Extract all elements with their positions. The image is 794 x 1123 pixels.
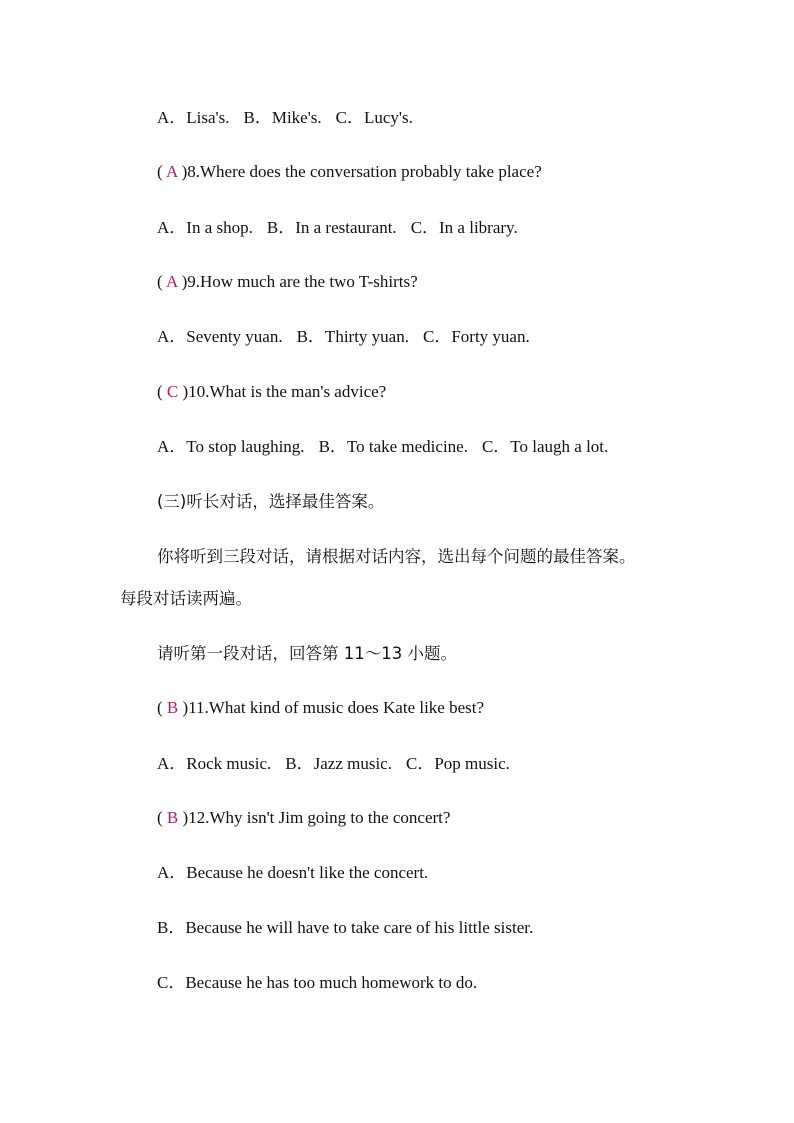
option-c: C．To laugh a lot. (481, 437, 609, 456)
question-10 (157, 381, 386, 403)
question-9 (157, 271, 418, 293)
option-a: A．In a shop. (157, 218, 253, 237)
paren-close: ) (182, 808, 189, 827)
option-b: B．Thirty yuan. (296, 327, 409, 346)
question-text: 8.Where does the conversation probably take place? (187, 162, 542, 181)
option-a: A．Lisa's. (157, 108, 230, 127)
option-a: A．Because he doesn't like the concert. (157, 863, 429, 882)
options-q9 (157, 326, 530, 348)
paren-open: ( (157, 272, 163, 291)
question-text: 9.How much are the two T-shirts? (187, 272, 418, 291)
answer-mark: C (166, 382, 179, 401)
option-b: B．Jazz music. (285, 754, 392, 773)
options-q11 (157, 753, 510, 775)
question-text: 12.Why isn't Jim going to the concert? (188, 808, 451, 827)
question-11 (157, 697, 484, 719)
option-c: C．Pop music. (405, 754, 510, 773)
options-q7 (157, 107, 413, 129)
question-text: 10.What is the man's advice? (188, 382, 387, 401)
option-c: C．Forty yuan. (422, 327, 530, 346)
option-a: A．Rock music. (157, 754, 272, 773)
option-b: B．To take medicine. (318, 437, 468, 456)
question-8 (157, 161, 542, 183)
paren-open: ( (157, 162, 163, 181)
question-12 (157, 807, 450, 829)
section-heading: (三)听长对话，选择最佳答案。 (157, 492, 385, 511)
paren-open: ( (157, 698, 163, 717)
option-a: A．To stop laughing. (157, 437, 305, 456)
options-q8 (157, 217, 518, 239)
option-a: A．Seventy yuan. (157, 327, 283, 346)
option-b: B．Because he will have to take care of his little sister. (157, 918, 534, 937)
option-c: C．In a library. (410, 218, 518, 237)
answer-mark: B (166, 698, 179, 717)
paren-close: ) (182, 698, 189, 717)
instructions-line-2: 每段对话读两遍。 (120, 589, 252, 608)
paren-open: ( (157, 808, 163, 827)
answer-mark: A (165, 162, 178, 181)
option-b: B．Mike's. (243, 108, 322, 127)
options-q10 (157, 436, 608, 458)
paren-close: ) (181, 272, 188, 291)
dialogue-intro: 请听第一段对话，回答第 11～13 小题。 (157, 644, 457, 663)
paren-close: ) (182, 382, 189, 401)
paren-close: ) (181, 162, 188, 181)
answer-mark: A (165, 272, 178, 291)
option-c: C．Lucy's. (335, 108, 413, 127)
answer-mark: B (166, 808, 179, 827)
question-text: 11.What kind of music does Kate like best? (188, 698, 485, 717)
instructions-line-1: 你将听到三段对话，请根据对话内容，选出每个问题的最佳答案。 (157, 547, 636, 566)
option-b: B．In a restaurant. (266, 218, 397, 237)
paren-open: ( (157, 382, 163, 401)
option-c: C．Because he has too much homework to do. (157, 973, 478, 992)
